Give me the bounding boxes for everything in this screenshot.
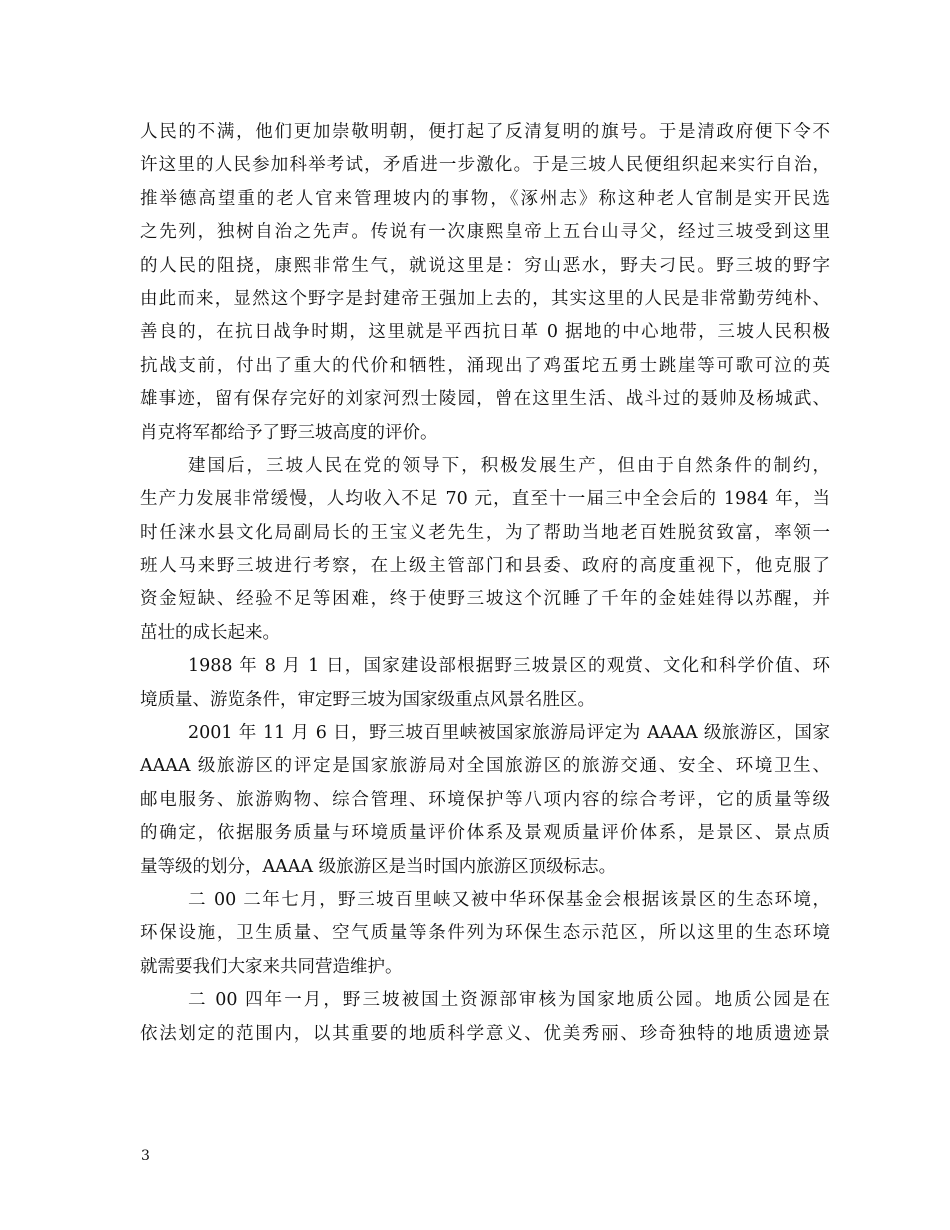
text-line: 肖克将军都给予了野三坡高度的评价。 <box>140 422 438 443</box>
text-line: 生产力发展非常缓慢，人均收入不足 70 元，直至十一届三中全会后的 1984 年，当 <box>140 489 830 510</box>
text-line: 境质量、游览条件，审定野三坡为国家级重点风景名胜区。 <box>140 689 595 710</box>
document-body <box>140 116 830 1051</box>
text-line: AAAA 级旅游区的评定是国家旅游局对全国旅游区的旅游交通、安全、环境卫生、 <box>140 756 830 777</box>
paragraph-first-line: 2001 年 11 月 6 日，野三坡百里峡被国家旅游局评定为 AAAA 级旅游区，国家 <box>188 723 830 744</box>
text-line: 茁壮的成长起来。 <box>140 622 280 643</box>
paragraph-first-line: 二 00 二年七月，野三坡百里峡又被中华环保基金会根据该景区的生态环境， <box>188 889 830 910</box>
text-line: 的确定，依据服务质量与环境质量评价体系及景观质量评价体系，是景区、景点质 <box>140 823 830 844</box>
paragraph-first-line: 二 00 四年一月，野三坡被国土资源部审核为国家地质公园。地质公园是在 <box>188 990 830 1011</box>
text-line: 许这里的人民参加科举考试，矛盾进一步激化。于是三坡人民便组织起来实行自治， <box>140 155 830 176</box>
text-line: 班人马来野三坡进行考察，在上级主管部门和县委、政府的高度重视下，他克服了 <box>140 556 830 577</box>
text-line: 依法划定的范围内，以其重要的地质科学意义、优美秀丽、珍奇独特的地质遗迹景 <box>140 1023 830 1044</box>
text-line: 由此而来，显然这个野字是封建帝王强加上去的，其实这里的人民是非常勤劳纯朴、 <box>140 288 830 309</box>
text-line: 善良的，在抗日战争时期，这里就是平西抗日革 0 据地的中心地带，三坡人民积极 <box>140 322 830 343</box>
text-line: 就需要我们大家来共同营造维护。 <box>140 956 403 977</box>
text-line: 的人民的阻挠，康熙非常生气，就说这里是：穷山恶水，野夫刁民。野三坡的野字 <box>140 255 830 276</box>
text-line: 雄事迹，留有保存完好的刘家河烈士陵园，曾在这里生活、战斗过的聂帅及杨城武、 <box>140 389 830 410</box>
paragraph-first-line: 建国后，三坡人民在党的领导下，积极发展生产，但由于自然条件的制约， <box>188 455 830 476</box>
text-line: 资金短缺、经验不足等困难，终于使野三坡这个沉睡了千年的金娃娃得以苏醒，并 <box>140 589 830 610</box>
text-line: 邮电服务、旅游购物、综合管理、环境保护等八项内容的综合考评，它的质量等级 <box>140 789 830 810</box>
text-line: 之先列，独树自治之先声。传说有一次康熙皇帝上五台山寻父，经过三坡受到这里 <box>140 222 830 243</box>
text-line: 量等级的划分，AAAA 级旅游区是当时国内旅游区顶级标志。 <box>140 856 617 877</box>
text-line: 抗战支前，付出了重大的代价和牺牲，涌现出了鸡蛋坨五勇士跳崖等可歌可泣的英 <box>140 355 830 376</box>
text-line: 时任涞水县文化局副局长的王宝义老先生，为了帮助当地老百姓脱贫致富，率领一 <box>140 522 830 543</box>
text-line: 环保设施，卫生质量、空气质量等条件列为环保生态示范区，所以这里的生态环境 <box>140 923 830 944</box>
page-number: 3 <box>141 1148 150 1164</box>
paragraph-first-line: 1988 年 8 月 1 日，国家建设部根据野三坡景区的观赏、文化和科学价值、环 <box>188 656 830 677</box>
text-line: 人民的不满，他们更加崇敬明朝，便打起了反清复明的旗号。于是清政府便下令不 <box>140 122 830 142</box>
text-line: 推举德高望重的老人官来管理坡内的事物，《涿州志》称这种老人官制是实开民选 <box>140 188 830 209</box>
